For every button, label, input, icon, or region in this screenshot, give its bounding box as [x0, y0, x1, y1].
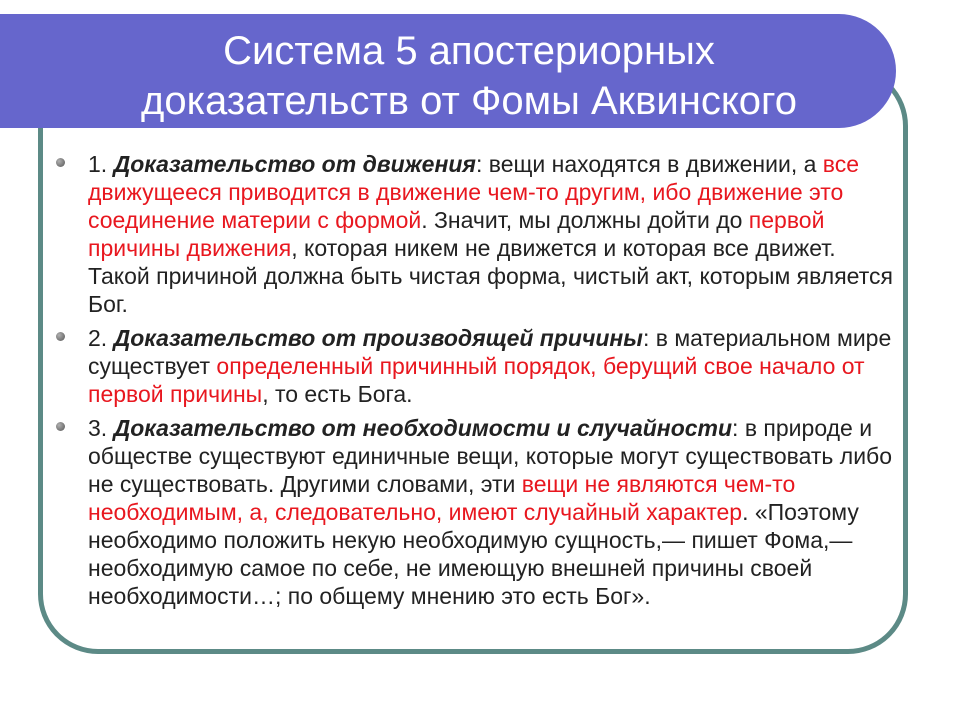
item-text-part: , то есть Бога.: [262, 381, 413, 407]
item-number: 1.: [88, 151, 114, 177]
item-text-part: . «Поэтому необходимо положить некую необходимую сущность,— пишет Фома,— необходимую самое по себе, не имеющую внешней причины своей необходимости…; по общему мнению это есть Бог».: [88, 499, 859, 609]
list-item-motion: [50, 150, 898, 318]
bullet-icon: [56, 332, 65, 341]
item-text: [88, 414, 898, 610]
item-text-part: . Значит, мы должны дойти до: [421, 207, 749, 233]
item-heading: Доказательство от необходимости и случайности: [113, 415, 733, 441]
list-item-efficient-cause: [50, 324, 898, 408]
item-separator: :: [642, 325, 656, 351]
bullet-list: [50, 150, 898, 616]
item-separator: :: [732, 415, 745, 441]
item-highlight: определенный причинный порядок, берущий свое начало от первой причины: [88, 353, 865, 407]
title-line-2: доказательств от Фомы Аквинского: [141, 79, 797, 123]
item-text-part: , которая никем не движется и которая все движет. Такой причиной должна быть чистая форма, чистый акт, которым является Бог.: [88, 235, 893, 317]
item-text-part: вещи находятся в движении, а: [488, 151, 823, 177]
item-highlight: все движущееся приводится в движение чем-то другим, ибо движение это соединение материи с формой: [88, 151, 860, 233]
bullet-icon: [56, 158, 65, 167]
item-text-part: в материальном мире существует: [88, 325, 892, 379]
list-item-necessity: [50, 414, 898, 610]
bullet-icon: [56, 422, 65, 431]
item-highlight: вещи не являются чем-то необходимым, а, следовательно, имеют случайный характер: [88, 471, 796, 525]
item-text: [88, 150, 898, 318]
title-line-1: Система 5 апостериорных: [223, 29, 715, 73]
item-separator: :: [475, 151, 489, 177]
item-heading: Доказательство от движения: [113, 151, 476, 177]
item-number: 2.: [88, 325, 114, 351]
item-highlight: первой причины движения: [88, 207, 825, 261]
item-heading: Доказательство от производящей причины: [113, 325, 643, 351]
item-text: [88, 324, 898, 408]
item-number: 3.: [88, 415, 114, 441]
slide-title: [44, 26, 894, 126]
item-text-part: в природе и обществе существуют единичные вещи, которые могут существовать либо не существовать. Другими словами, эти: [88, 415, 893, 497]
